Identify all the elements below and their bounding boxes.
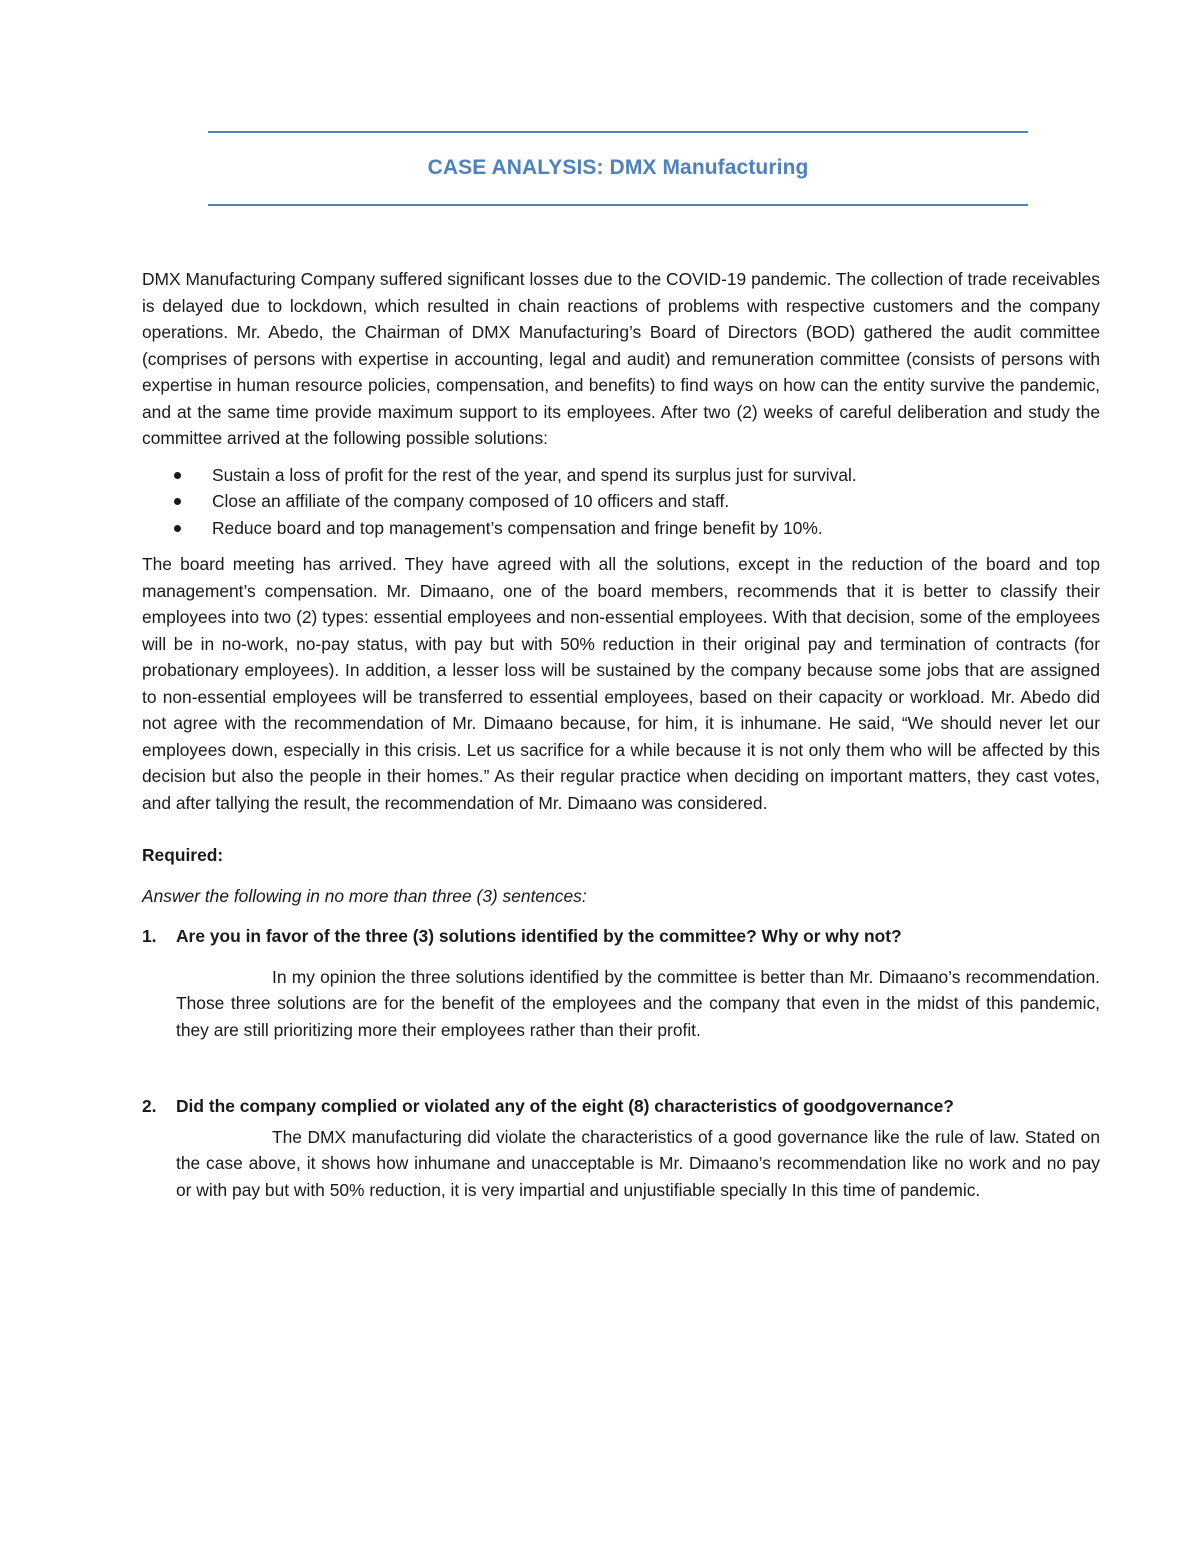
bullet-icon (174, 472, 181, 479)
question-number: 2. (142, 1096, 157, 1116)
list-item (142, 515, 1100, 542)
answer-1: In my opinion the three solutions identified by the committee is better than Mr. Dimaano’s recommendation. Those three solutions are for the benefit of the employees and the company that even in the midst of this pandemic, they are still prioritizing more their employees rather than their profit. (176, 966, 1100, 1040)
list-item (142, 488, 1100, 515)
solution-text: Reduce board and top management’s compensation and fringe benefit by 10%. (212, 517, 823, 538)
question-text: Are you in favor of the three (3) solutions identified by the committee? Why or why not? (176, 926, 902, 946)
question-2 (142, 1093, 1100, 1120)
solutions-list (142, 462, 1100, 542)
solution-text: Sustain a loss of profit for the rest of the year, and spend its surplus just for survival. (212, 464, 857, 485)
question-1 (142, 923, 1100, 950)
required-label: Required: (142, 845, 224, 865)
document-title: CASE ANALYSIS: DMX Manufacturing (427, 156, 809, 179)
bullet-icon (174, 525, 181, 532)
question-text: Did the company complied or violated any of the eight (8) characteristics of goodgovernance? (176, 1096, 954, 1116)
instruction-text: Answer the following in no more than three (3) sentences: (142, 885, 587, 906)
document-body (142, 266, 1100, 1203)
question-number: 1. (142, 926, 157, 946)
meeting-paragraph: The board meeting has arrived. They have agreed with all the solutions, except in the reduction of the board and top management’s compensation. Mr. Dimaano, one of the board members, recommends that it is better to classify their employees into two (2) types: essential employees and non-essential employees. With that decision, some of the employees will be in no-work, no-pay status, with pay but with 50% reduction in their original pay and termination of contracts (for probationary employees). In addition, a lesser loss will be sustained by the company because some jobs that are assigned to non-essential employees will be transferred to essential employees, based on their capacity or workload. Mr. Abedo did not agree with the recommendation of Mr. Dimaano because, for him, it is inhumane. He said, “We should never let our employees down, especially in this crisis. Let us sacrifice for a while because it is not only them who will be affected by this decision but also the people in their homes.” As their regular practice when deciding on important matters, they cast votes, and after tallying the result, the recommendation of Mr. Dimaano was considered. (142, 554, 1100, 813)
intro-paragraph: DMX Manufacturing Company suffered significant losses due to the COVID-19 pandemic. The collection of trade receivables is delayed due to lockdown, which resulted in chain reactions of problems with respective customers and the company operations. Mr. Abedo, the Chairman of DMX Manufacturing’s Board of Directors (BOD) gathered the audit committee (comprises of persons with expertise in accounting, legal and audit) and remuneration committee (consists of persons with expertise in human resource policies, compensation, and benefits) to find ways on how can the entity survive the pandemic, and at the same time provide maximum support to its employees. After two (2) weeks of careful deliberation and study the committee arrived at the following possible solutions: (142, 269, 1100, 448)
bullet-icon (174, 498, 181, 505)
title-bottom-rule (208, 204, 1028, 206)
answer-2: The DMX manufacturing did violate the characteristics of a good governance like the rule of law. Stated on the case above, it shows how inhumane and unacceptable is Mr. Dimaano’s recommendation like no work and no pay or with pay but with 50% reduction, it is very impartial and unjustifiable specially In this time of pandemic. (176, 1126, 1100, 1200)
title-top-rule (208, 131, 1028, 133)
solution-text: Close an affiliate of the company composed of 10 officers and staff. (212, 491, 730, 511)
list-item (142, 462, 1100, 489)
